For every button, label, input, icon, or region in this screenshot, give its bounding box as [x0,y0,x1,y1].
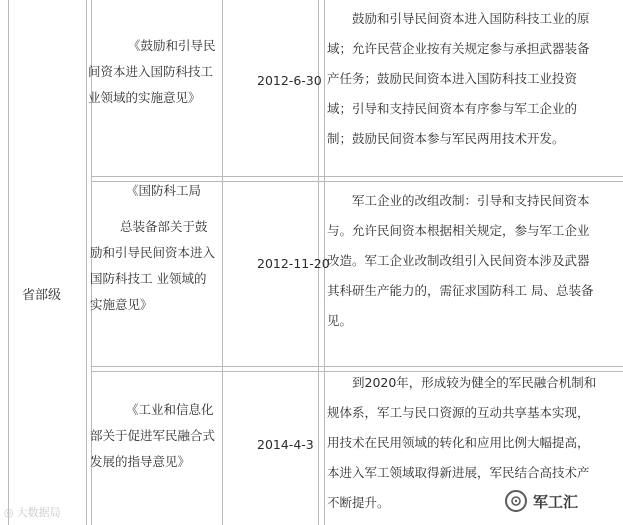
table-divider-col1 [86,0,87,525]
title-line: 发展的指导意见》 [90,454,191,469]
content-line: 规体系，军工与民口资源的互动共享基本实现， [327,405,590,420]
title-line: 间资本进入国防科技工 [88,64,214,79]
content-line: 军工企业的改组改制：引导和支持民间资本 [352,193,590,208]
title-line: 《国防科工局 [126,183,202,198]
title-line: 部关于促进军民融合式 [90,428,216,443]
content-line: 见。 [327,313,353,328]
wechat-icon [505,490,527,512]
table-border-left [8,0,9,525]
content-line: 其科研生产能力的，需征求国防科工 局、总装备 [327,283,594,298]
content-line: 改造。军工企业改制改组引入民间资本涉及武器 [327,253,590,268]
weibo-icon: ◎ [4,505,14,519]
content-line: 产任务；鼓励民间资本进入国防科技工业投资 [327,71,578,86]
content-line: 域；引导和支持民间资本有序参与军工企业的 [327,101,578,116]
row2-content [327,188,593,334]
row3-date: 2014-4-3 [257,437,314,452]
content-line: 本进入军工领域取得新进展，军民结合高技术产 [327,465,590,480]
watermark-left-text: 大数据局 [16,506,61,519]
row2-title [88,178,215,318]
title-line [88,204,215,214]
watermark-left [4,504,61,520]
watermark-right [505,490,578,512]
content-line: 域；允许民营企业按有关规定参与承担武器装备 [327,41,590,56]
row3-title [88,397,215,475]
title-line: 励和引导民间资本进入 [90,245,216,260]
table-divider-col3 [222,0,223,525]
content-line: 鼓励和引导民间资本进入国防科技工业的原 [352,11,590,26]
content-line: 制；鼓励民间资本参与军民两用技术开发。 [327,131,565,146]
row1-title [88,33,216,111]
row2-date: 2012-11-20 [257,256,330,271]
row1-date: 2012-6-30 [257,73,322,88]
content-line: 不断提升。 [327,495,390,510]
title-line: 《鼓励和引导民 [128,38,216,53]
row-divider-3 [91,366,623,367]
watermark-right-text: 军工汇 [533,492,579,511]
content-line: 到2020年，形成较为健全的军民融合机制和 [352,375,597,390]
title-line: 总装备部关于鼓 [120,219,208,234]
title-line: 业领域的实施意见》 [88,90,201,105]
row-divider-1 [91,176,623,177]
row1-content [327,6,590,152]
content-line: 与。允许民间资本根据相关规定，参与军工企业 [327,223,590,238]
title-line: 国防科技工 业领域的 [90,271,207,286]
title-line: 实施意见》 [90,297,153,312]
title-line: 《工业和信息化 [126,402,214,417]
content-line: 用技术在民用领域的转化和应用比例大幅提高， [327,435,590,450]
level-label: 省部级 [22,288,62,303]
